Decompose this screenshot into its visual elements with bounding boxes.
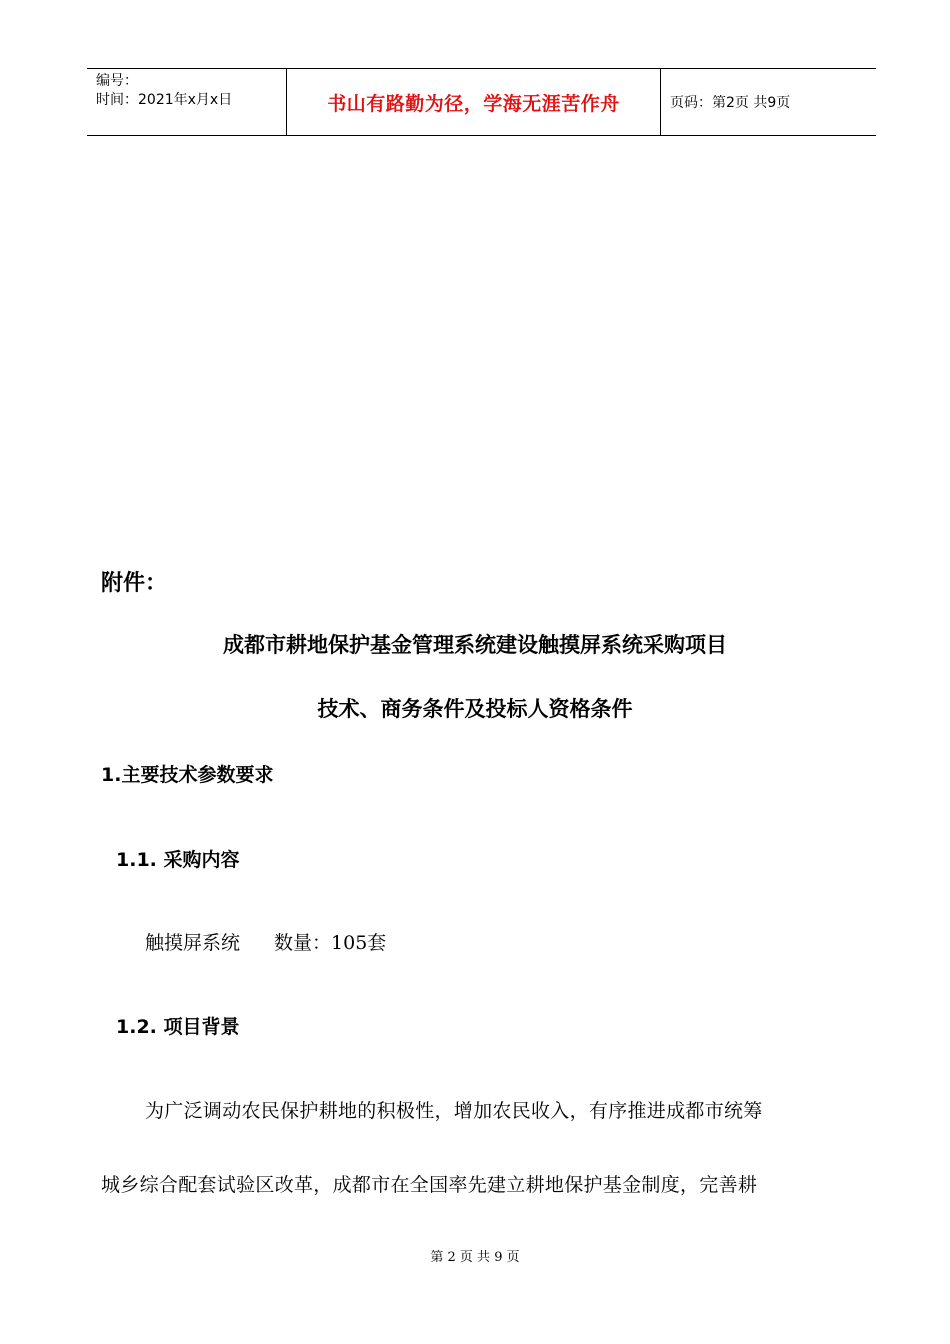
- paragraph-line-1: 为广泛调动农民保护耕地的积极性，增加农民收入，有序推进成都市统筹: [145, 1100, 763, 1122]
- section-heading-1-2: 1.2. 项目背景: [116, 1016, 240, 1038]
- page-footer: 第 2 页 共 9 页: [430, 1250, 520, 1265]
- item-name: 触摸屏系统: [145, 932, 241, 954]
- document-title-line1: 成都市耕地保护基金管理系统建设触摸屏系统采购项目: [223, 633, 727, 657]
- page-header: [87, 68, 876, 136]
- header-motto-cell: [287, 69, 661, 135]
- header-page-info: 页码：第2页 共9页: [670, 95, 791, 111]
- procurement-item: [145, 928, 386, 955]
- header-motto: 书山有路勤为径，学海无涯苦作舟: [327, 92, 620, 115]
- section-heading-1-1: 1.1. 采购内容: [116, 849, 240, 871]
- document-title-line2: 技术、商务条件及投标人资格条件: [317, 697, 633, 721]
- attachment-label: 附件：: [101, 571, 168, 596]
- header-meta: [87, 69, 287, 135]
- item-quantity: 数量：105套: [274, 932, 387, 954]
- paragraph-line-2: 城乡综合配套试验区改革，成都市在全国率先建立耕地保护基金制度，完善耕: [101, 1174, 758, 1196]
- section-heading-1: 1.主要技术参数要求: [101, 764, 274, 786]
- time-label: 时间：2021年x月x日: [96, 92, 233, 108]
- number-label: 编号：: [96, 73, 138, 89]
